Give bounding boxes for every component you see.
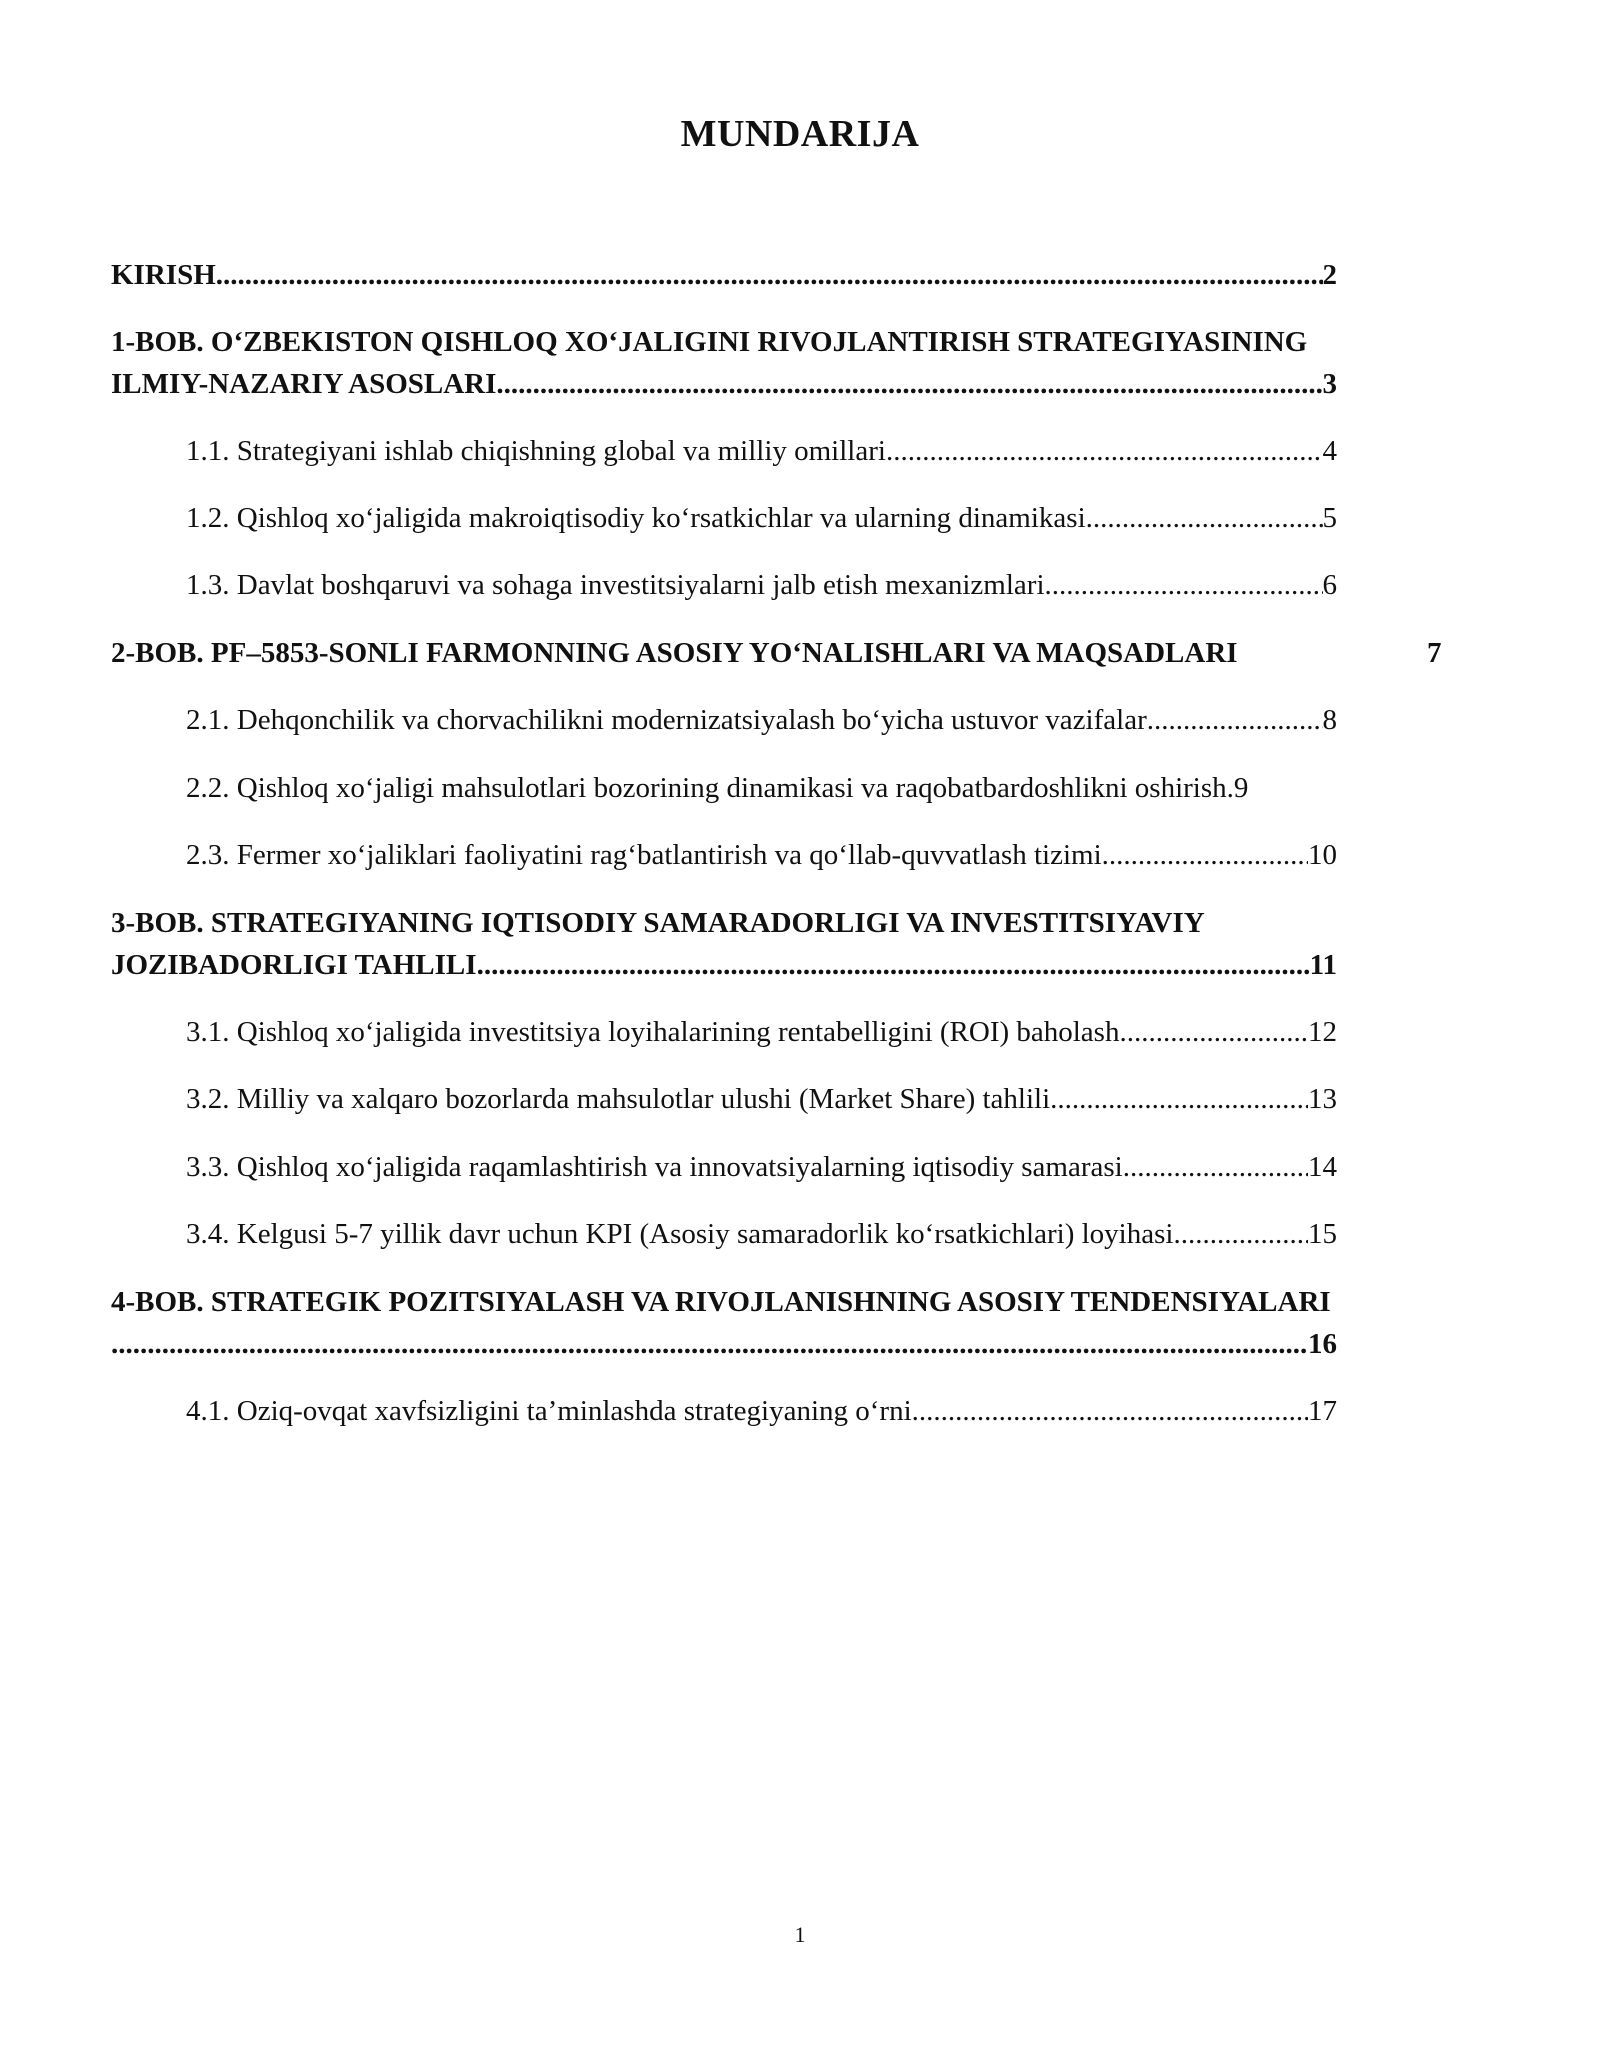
page-number: 1 [794,1922,806,1947]
toc-entry-title: KIRISH [111,259,216,291]
toc-entry-title: 2.2. Qishloq xo‘jaligi mahsulotlari bozorining dinamikasi va raqobatbardoshlikni oshirish. [186,772,1234,804]
dot-leader [1102,834,1308,876]
toc-entry-section-3-1[interactable] [186,1011,1337,1053]
toc-entry-section-4-1[interactable] [186,1390,1337,1432]
toc-entry-title: 3.3. Qishloq xo‘jaligida raqamlashtirish va innovatsiyalarning iqtisodiy samarasi [186,1151,1123,1183]
toc-entry-title: 4.1. Oziq-ovqat xavfsizligini ta’minlashda strategiyaning o‘rni [186,1395,912,1427]
toc-entry-title: 2-BOB. PF–5853-SONLI FARMONNING ASOSIY YO‘NALISHLARI VA MAQSADLARI [111,637,1238,669]
dot-leader [1050,1078,1308,1120]
toc-entry-title: 3.2. Milliy va xalqaro bozorlarda mahsulotlar ulushi (Market Share) tahlili [186,1083,1051,1115]
dot-leader [216,254,1323,296]
dot-leader [1123,1146,1308,1188]
toc-entry-chapter-3[interactable] [111,902,1337,986]
toc-entry-section-3-3[interactable] [186,1146,1337,1188]
toc-entry-chapter-1[interactable] [111,321,1337,405]
toc-page-number: 3 [1322,368,1337,400]
dot-leader [1119,1011,1308,1053]
toc-entry-title-line1: 3-BOB. STRATEGIYANING IQTISODIY SAMARADORLIGI VA INVESTITSIYAVIY [111,907,1205,939]
toc-entry-section-3-2[interactable] [186,1078,1337,1120]
toc-page-number: 10 [1308,839,1337,871]
toc-entry-title-line2: JOZIBADORLIGI TAHLILI [111,949,477,981]
toc-entry-section-2-1[interactable] [186,699,1337,741]
dot-leader [912,1390,1308,1432]
toc-entry-section-1-3[interactable] [186,564,1337,606]
toc-entry-section-3-4[interactable] [186,1213,1337,1255]
toc-page-number: 9 [1233,772,1249,804]
toc-entry-title-line2: ILMIY-NAZARIY ASOSLARI [111,368,497,400]
toc-page-number: 11 [1309,949,1337,981]
toc-entry-section-2-3[interactable] [186,834,1337,876]
dot-leader [1147,699,1323,741]
toc-page-number: 8 [1322,704,1337,736]
dot-leader [1173,1213,1308,1255]
toc-entry-kirish[interactable] [111,254,1337,296]
toc-entry-title: 1.1. Strategiyani ishlab chiqishning global va milliy omillari [186,435,886,467]
toc-entry-chapter-2[interactable] [111,632,1451,674]
toc-page-number: 14 [1308,1151,1337,1183]
toc-entry-title: 3.1. Qishloq xo‘jaligida investitsiya loyihalarining rentabelligini (ROI) baholash [186,1016,1120,1048]
toc-entry-title: 1.2. Qishloq xo‘jaligida makroiqtisodiy ko‘rsatkichlar va ularning dinamikasi [186,502,1086,534]
toc-page-number: 13 [1308,1083,1337,1115]
toc-entry-title: 2.1. Dehqonchilik va chorvachilikni modernizatsiyalash bo‘yicha ustuvor vazifalar [186,704,1147,736]
toc-entry-chapter-4[interactable] [111,1281,1337,1365]
toc-entry-title: 1.3. Davlat boshqaruvi va sohaga investitsiyalarni jalb etish mexanizmlari [186,569,1045,601]
toc-page-number: 2 [1322,259,1337,291]
toc-entry-section-2-2[interactable] [186,767,1337,809]
toc-entry-title-line1: 4-BOB. STRATEGIK POZITSIYALASH VA RIVOJLANISHNING ASOSIY TENDENSIYALARI [111,1286,1331,1318]
dot-leader [477,944,1310,986]
toc-entry-title: 3.4. Kelgusi 5-7 yillik davr uchun KPI (Asosiy samaradorlik ko‘rsatkichlari) loyihasi [186,1218,1174,1250]
dot-leader [111,1323,1308,1365]
toc-entry-section-1-2[interactable] [186,497,1337,539]
toc-page-number: 7 [1427,637,1442,669]
toc-page-number: 17 [1308,1395,1337,1427]
dot-leader [496,363,1322,405]
toc-page-number: 16 [1308,1328,1337,1360]
toc-entry-title-line1: 1-BOB. O‘ZBEKISTON QISHLOQ XO‘JALIGINI RIVOJLANTIRISH STRATEGIYASINING [111,326,1308,358]
toc-page-number: 6 [1322,569,1337,601]
toc-entry-title: 2.3. Fermer xo‘jaliklari faoliyatini rag‘batlantirish va qo‘llab-quvvatlash tizimi [186,839,1102,871]
page-title: MUNDARIJA [680,113,920,155]
toc-page-number: 4 [1322,435,1337,467]
toc-page-number: 5 [1322,502,1337,534]
toc-page-number: 12 [1308,1016,1337,1048]
toc-page-number: 15 [1308,1218,1337,1250]
dot-leader [1086,497,1323,539]
dot-leader [886,430,1323,472]
toc-entry-section-1-1[interactable] [186,430,1337,472]
dot-leader [1045,564,1323,606]
